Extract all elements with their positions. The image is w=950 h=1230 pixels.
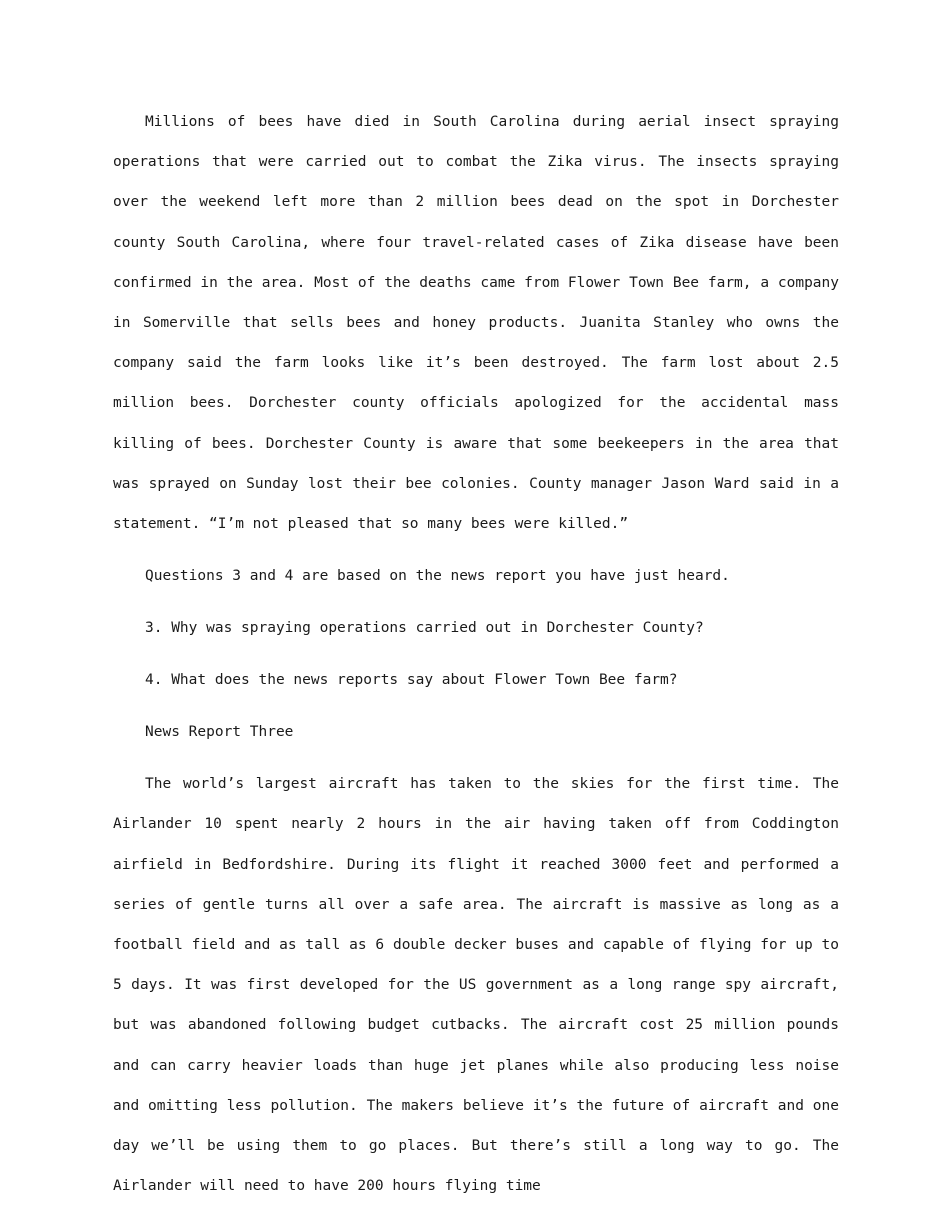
aircraft-news-paragraph: The world’s largest aircraft has taken to the skies for the first time. The Airlander 10 spent nearly 2 hours in the air having taken off from Coddington airfield in Bedfordshire. During its flight it reached 3000 feet and performed a series of gentle turns all over a safe area. The aircraft is massive as long as a football field and as tall as 6 double decker buses and capable of flying for up to 5 days. It was first developed for the US government as a long range spy aircraft, but was abandoned following budget cutbacks. The aircraft cost 25 million pounds and can carry heavier loads than huge jet planes while also producing less noise and omitting less pollution. The makers believe it’s the future of aircraft and one day we’ll be using them to go places. But there’s still a long way to go. The Airlander will need to have 200 hours flying time [113, 776, 839, 1195]
bees-news-paragraph: Millions of bees have died in South Carolina during aerial insect spraying operations that were carried out to combat the Zika virus. The insects spraying over the weekend left more than 2 million bees dead on the spot in Dorchester county South Carolina, where four travel-related cases of Zika disease have been confirmed in the area. Most of the deaths came from Flower Town Bee farm, a company in Somerville that sells bees and honey products. Juanita Stanley who owns the company said the farm looks like it’s been destroyed. The farm lost about 2.5 million bees. Dorchester county officials apologized for the accidental mass killing of bees. Dorchester County is aware that some beekeepers in the area that was sprayed on Sunday lost their bee colonies. County manager Jason Ward said in a statement. “I’m not pleased that so many bees were killed.” [113, 114, 839, 533]
section-heading: News Report Three [145, 724, 294, 741]
questions-intro: Questions 3 and 4 are based on the news report you have just heard. [145, 568, 730, 585]
question-4: 4. What does the news reports say about Flower Town Bee farm? [145, 672, 678, 689]
document-body [113, 102, 839, 1206]
question-3: 3. Why was spraying operations carried out in Dorchester County? [145, 620, 704, 637]
